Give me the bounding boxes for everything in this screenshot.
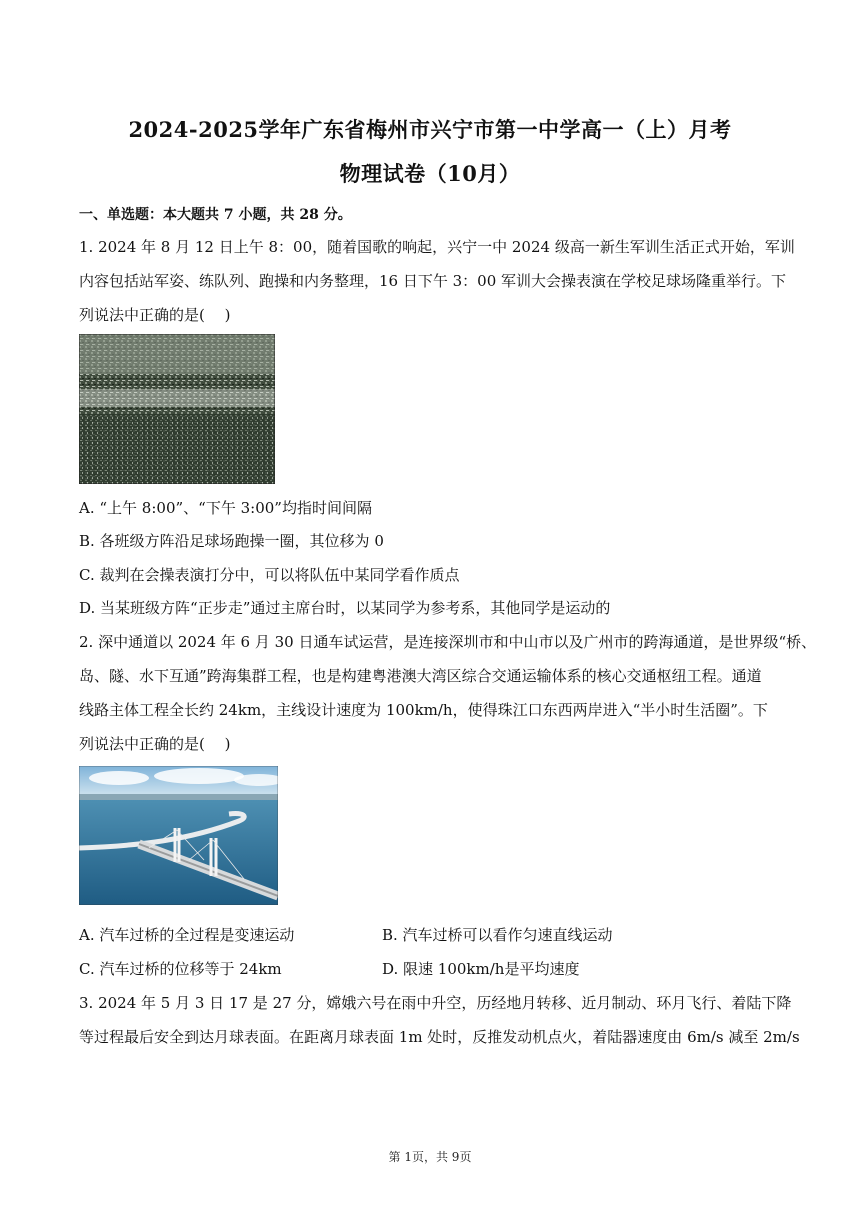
military-training-photo bbox=[79, 334, 275, 484]
q2-option-d: D. 限速 100km/h是平均速度 bbox=[382, 960, 580, 978]
q2-stem-line4: 列说法中正确的是( ) bbox=[79, 735, 231, 753]
q2-option-b: B. 汽车过桥可以看作匀速直线运动 bbox=[382, 926, 613, 944]
exam-title-line1: 2024-2025学年广东省梅州市兴宁市第一中学高一（上）月考 bbox=[128, 117, 732, 142]
q3-stem-line2: 等过程最后安全到达月球表面。在距离月球表面 1m 处时，反推发动机点火，着陆器速度由 6m/s 减至 2m/s bbox=[79, 1028, 800, 1046]
q1-stem-line3: 列说法中正确的是( ) bbox=[79, 306, 231, 324]
q2-stem-line3: 线路主体工程全长约 24km，主线设计速度为 100km/h，使得珠江口东西两岸进入“半小时生活圈”。下 bbox=[79, 701, 768, 719]
q1-stem-line1: 1. 2024 年 8 月 12 日上午 8：00，随着国歌的响起，兴宁一中 2024 级高一新生军训生活正式开始，军训 bbox=[79, 238, 795, 256]
bridge-photo bbox=[79, 766, 278, 905]
exam-title-line2: 物理试卷（10月） bbox=[339, 161, 521, 186]
q2-option-c: C. 汽车过桥的位移等于 24km bbox=[79, 960, 282, 978]
q2-option-a: A. 汽车过桥的全过程是变速运动 bbox=[79, 926, 295, 944]
q3-stem-line1: 3. 2024 年 5 月 3 日 17 是 27 分，嫦娥六号在雨中升空，历经地月转移、近月制动、环月飞行、着陆下降 bbox=[79, 994, 792, 1012]
page-footer: 第 1页，共 9页 bbox=[388, 1150, 472, 1164]
section-heading: 一、单选题：本大题共 7 小题，共 28 分。 bbox=[79, 207, 352, 223]
q1-stem-line2: 内容包括站军姿、练队列、跑操和内务整理，16 日下午 3：00 军训大会操表演在学校足球场隆重举行。下 bbox=[79, 272, 787, 290]
q2-stem-line1: 2. 深中通道以 2024 年 6 月 30 日通车试运营，是连接深圳市和中山市以及广州市的跨海通道，是世界级“桥、 bbox=[79, 633, 817, 651]
q1-option-b: B. 各班级方阵沿足球场跑操一圈，其位移为 0 bbox=[79, 532, 384, 550]
q1-option-d: D. 当某班级方阵“正步走”通过主席台时，以某同学为参考系，其他同学是运动的 bbox=[79, 599, 611, 617]
q1-option-a: A. “上午 8:00”、“下午 3:00”均指时间间隔 bbox=[79, 499, 372, 517]
q2-stem-line2: 岛、隧、水下互通”跨海集群工程，也是构建粤港澳大湾区综合交通运输体系的核心交通枢纽工程。通道 bbox=[79, 667, 762, 685]
q1-option-c: C. 裁判在会操表演打分中，可以将队伍中某同学看作质点 bbox=[79, 566, 460, 584]
